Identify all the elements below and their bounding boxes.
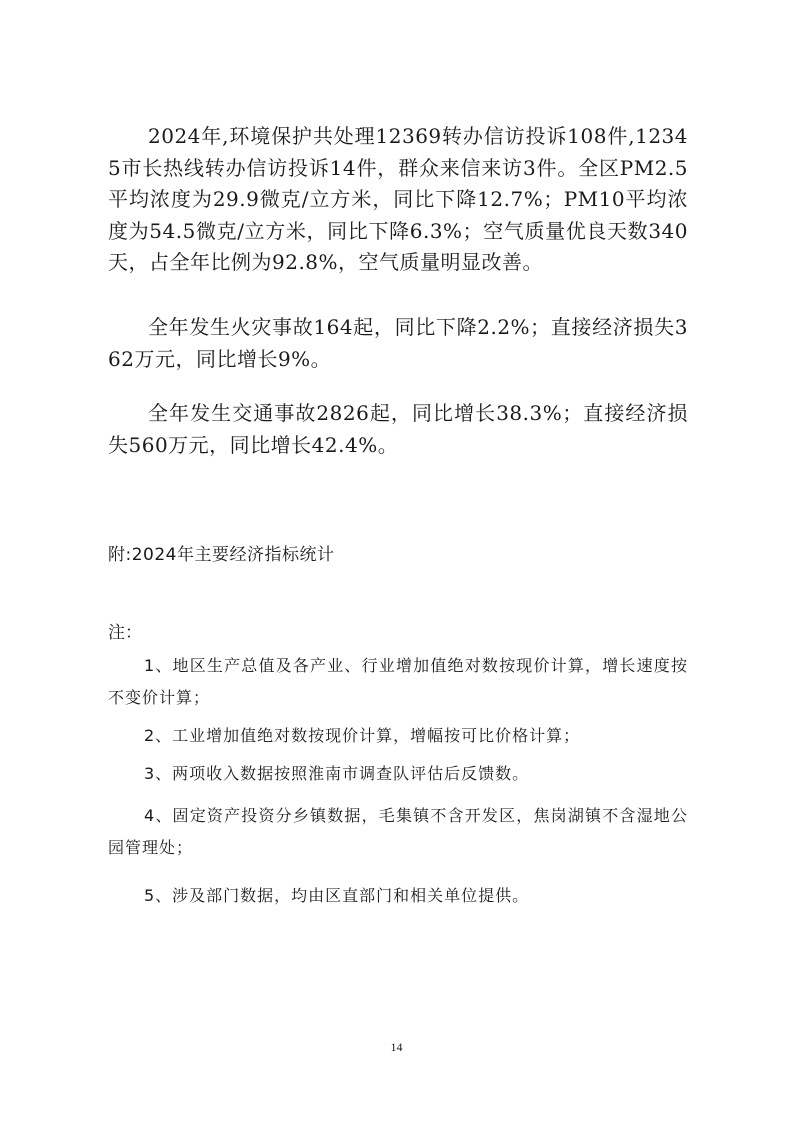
paragraph-traffic-accidents: 全年发生交通事故2826起，同比增长38.3%；直接经济损失560万元，同比增长42.4%。: [108, 401, 688, 457]
note-item: 1、地区生产总值及各产业、行业增加值绝对数按现价计算，增长速度按不变价计算；: [108, 656, 688, 707]
page-number: 14: [390, 1040, 403, 1054]
paragraph-fire-accidents: 全年发生火灾事故164起，同比下降2.2%；直接经济损失362万元，同比增长9%。: [108, 315, 688, 371]
note-item: 2、工业增加值绝对数按现价计算，增幅按可比价格计算；: [144, 726, 581, 745]
note-item: 4、固定资产投资分乡镇数据，毛集镇不含开发区，焦岗湖镇不含湿地公园管理处；: [108, 806, 688, 857]
paragraph-environment: 2024年,环境保护共处理12369转办信访投诉108件,12345市长热线转办信访投诉14件，群众来信来访3件。全区PM2.5平均浓度为29.9微克/立方米，同比下降12.7%；PM10平均浓度为54.5微克/立方米，同比下降6.3%；空气质量优良天数340天，占全年比例为92.8%，空气质量明显改善。: [108, 124, 688, 274]
appendix-title: 附:2024年主要经济指标统计: [108, 545, 335, 565]
notes-label: 注：: [108, 623, 142, 643]
note-item: 5、涉及部门数据，均由区直部门和相关单位提供。: [144, 886, 530, 905]
note-item: 3、两项收入数据按照淮南市调查队评估后反馈数。: [144, 764, 530, 783]
